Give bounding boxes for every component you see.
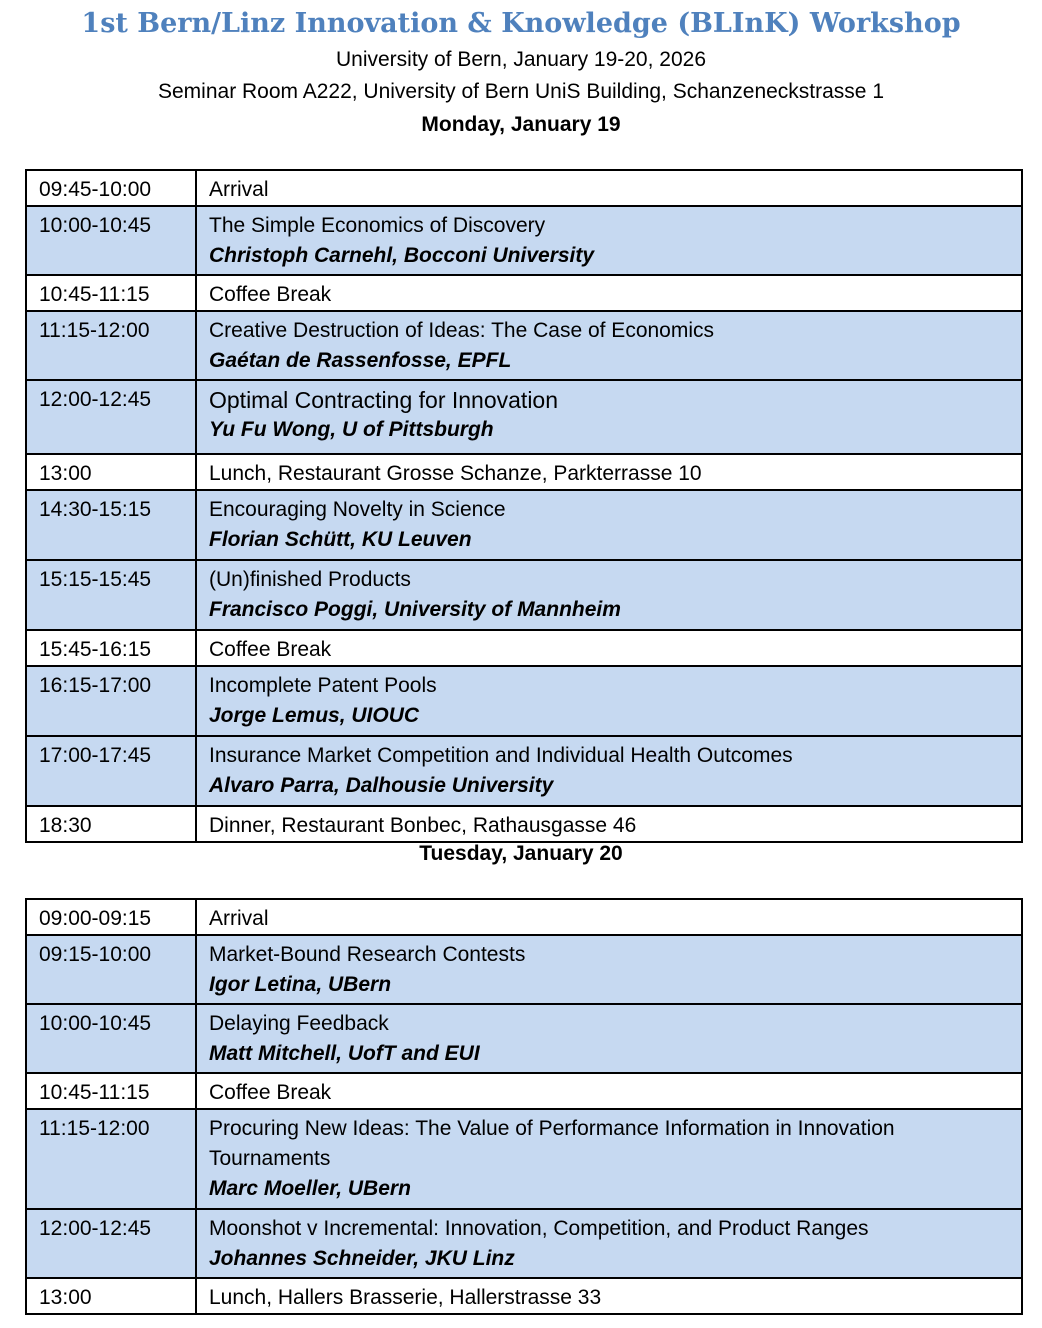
session-title: Encouraging Novelty in Science bbox=[209, 498, 506, 521]
session-speaker: Alvaro Parra, Dalhousie University bbox=[209, 774, 554, 797]
session-info bbox=[196, 311, 1022, 380]
session-time: 10:45-11:15 bbox=[26, 275, 196, 311]
session-info bbox=[196, 1109, 1022, 1209]
session-info bbox=[196, 899, 1022, 935]
session-time: 10:00-10:45 bbox=[26, 1004, 196, 1073]
session-title: Coffee Break bbox=[209, 1081, 332, 1104]
session-time: 13:00 bbox=[26, 1278, 196, 1314]
session-title: The Simple Economics of Discovery bbox=[209, 214, 546, 237]
schedule-row bbox=[26, 454, 1022, 490]
session-info bbox=[196, 1278, 1022, 1314]
session-time: 12:00-12:45 bbox=[26, 1209, 196, 1278]
session-info bbox=[196, 380, 1022, 454]
session-title: Incomplete Patent Pools bbox=[209, 674, 437, 697]
session-time: 13:00 bbox=[26, 454, 196, 490]
session-time: 17:00-17:45 bbox=[26, 736, 196, 806]
schedule-row bbox=[26, 666, 1022, 736]
session-time: 11:15-12:00 bbox=[26, 311, 196, 380]
schedule-row bbox=[26, 380, 1022, 454]
venue-room-line: Seminar Room A222, University of Bern UniS Building, Schanzeneckstrasse 1 bbox=[157, 80, 885, 103]
session-title: Delaying Feedback bbox=[209, 1012, 389, 1035]
session-title: Insurance Market Competition and Individual Health Outcomes bbox=[209, 744, 793, 767]
schedule-body-tuesday bbox=[26, 899, 1022, 1314]
session-speaker: Matt Mitchell, UofT and EUI bbox=[209, 1042, 480, 1065]
schedule-row bbox=[26, 206, 1022, 275]
schedule-row bbox=[26, 899, 1022, 935]
schedule-row bbox=[26, 1004, 1022, 1073]
session-title: Coffee Break bbox=[209, 638, 332, 661]
session-title: Arrival bbox=[209, 178, 269, 201]
session-speaker: Johannes Schneider, JKU Linz bbox=[209, 1247, 515, 1270]
session-time: 09:00-09:15 bbox=[26, 899, 196, 935]
session-info bbox=[196, 275, 1022, 311]
session-time: 18:30 bbox=[26, 806, 196, 842]
session-title: Moonshot v Incremental: Innovation, Competition, and Product Ranges bbox=[209, 1217, 869, 1240]
session-time: 14:30-15:15 bbox=[26, 490, 196, 560]
session-time: 10:45-11:15 bbox=[26, 1073, 196, 1109]
session-time: 09:15-10:00 bbox=[26, 935, 196, 1004]
session-info bbox=[196, 806, 1022, 842]
session-title: Coffee Break bbox=[209, 283, 332, 306]
session-speaker: Marc Moeller, UBern bbox=[209, 1177, 411, 1200]
schedule-row bbox=[26, 170, 1022, 206]
session-info bbox=[196, 170, 1022, 206]
session-info bbox=[196, 1004, 1022, 1073]
schedule-row bbox=[26, 736, 1022, 806]
session-title: Arrival bbox=[209, 907, 269, 930]
venue-date-line: University of Bern, January 19-20, 2026 bbox=[335, 48, 707, 71]
session-info bbox=[196, 454, 1022, 490]
session-speaker: Gaétan de Rassenfosse, EPFL bbox=[209, 349, 512, 372]
session-title: Dinner, Restaurant Bonbec, Rathausgasse 46 bbox=[209, 814, 637, 837]
schedule-row bbox=[26, 935, 1022, 1004]
schedule-body-monday bbox=[26, 170, 1022, 842]
session-title: Lunch, Restaurant Grosse Schanze, Parkterrasse 10 bbox=[209, 462, 702, 485]
schedule-row bbox=[26, 1073, 1022, 1109]
schedule-row bbox=[26, 560, 1022, 630]
session-title: Lunch, Hallers Brasserie, Hallerstrasse 33 bbox=[209, 1286, 602, 1309]
schedule-row bbox=[26, 1209, 1022, 1278]
session-info bbox=[196, 490, 1022, 560]
session-info bbox=[196, 630, 1022, 666]
session-speaker: Christoph Carnehl, Bocconi University bbox=[209, 244, 595, 267]
session-time: 15:45-16:15 bbox=[26, 630, 196, 666]
session-info bbox=[196, 206, 1022, 275]
session-title: Optimal Contracting for Innovation bbox=[209, 387, 559, 413]
session-info bbox=[196, 935, 1022, 1004]
session-speaker: Igor Letina, UBern bbox=[209, 973, 392, 996]
session-time: 15:15-15:45 bbox=[26, 560, 196, 630]
session-speaker: Jorge Lemus, UIOUC bbox=[209, 704, 420, 727]
session-time: 11:15-12:00 bbox=[26, 1109, 196, 1209]
schedule-row bbox=[26, 490, 1022, 560]
schedule-row bbox=[26, 1278, 1022, 1314]
session-speaker: Francisco Poggi, University of Mannheim bbox=[209, 598, 621, 621]
session-speaker: Yu Fu Wong, U of Pittsburgh bbox=[209, 418, 494, 441]
workshop-title: 1st Bern/Linz Innovation & Knowledge (BLInK) Workshop bbox=[81, 8, 961, 39]
schedule-table-tuesday bbox=[25, 898, 1023, 1315]
session-time: 10:00-10:45 bbox=[26, 206, 196, 275]
session-info bbox=[196, 560, 1022, 630]
session-title: Procuring New Ideas: The Value of Performance Information in Innovation Tournaments bbox=[209, 1117, 895, 1170]
schedule-row bbox=[26, 630, 1022, 666]
schedule-table-monday bbox=[25, 169, 1023, 843]
day-heading-monday: Monday, January 19 bbox=[421, 113, 621, 136]
schedule-row bbox=[26, 275, 1022, 311]
session-info bbox=[196, 1209, 1022, 1278]
session-title: Creative Destruction of Ideas: The Case of Economics bbox=[209, 319, 715, 342]
schedule-row bbox=[26, 806, 1022, 842]
session-title: (Un)finished Products bbox=[209, 568, 411, 591]
session-time: 09:45-10:00 bbox=[26, 170, 196, 206]
session-title: Market-Bound Research Contests bbox=[209, 943, 526, 966]
session-time: 12:00-12:45 bbox=[26, 380, 196, 454]
session-info bbox=[196, 1073, 1022, 1109]
schedule-row bbox=[26, 1109, 1022, 1209]
session-info bbox=[196, 736, 1022, 806]
schedule-row bbox=[26, 311, 1022, 380]
day-heading-tuesday: Tuesday, January 20 bbox=[419, 842, 623, 865]
session-speaker: Florian Schütt, KU Leuven bbox=[209, 528, 472, 551]
session-info bbox=[196, 666, 1022, 736]
session-time: 16:15-17:00 bbox=[26, 666, 196, 736]
